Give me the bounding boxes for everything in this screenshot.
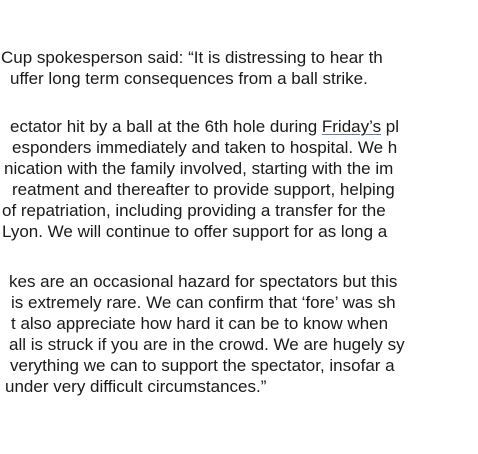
text-segment: ectator hit by a ball at the 6th hole during [10, 117, 322, 136]
text-line: of repatriation, including providing a transfer for the [2, 201, 386, 220]
paragraph-spokesperson-intro [0, 47, 478, 89]
text-line: t also appreciate how hard it can be to know when [11, 314, 389, 333]
text-segment: pl [381, 117, 400, 136]
text-line: Lyon. We will continue to offer support for as long a [2, 222, 388, 241]
text-line: under very difficult circumstances.” [5, 377, 267, 396]
text-line: uffer long term consequences from a ball strike. [10, 69, 368, 88]
text-line: verything we can to support the spectator, insofar a [10, 356, 395, 375]
spellcheck-underlined-word: Friday’s [321, 117, 382, 136]
text-line: reatment and thereafter to provide support, helping [12, 180, 395, 199]
text-line: is extremely rare. We can confirm that ‘fore’ was sh [11, 293, 396, 312]
text-line: Cup spokesperson said: “It is distressing to hear th [1, 48, 383, 67]
text-line: all is struck if you are in the crowd. We are hugely sy [9, 335, 405, 354]
paragraph-ball-strikes [0, 271, 478, 397]
text-line: nication with the family involved, starting with the im [4, 159, 394, 178]
text-line [0, 116, 478, 137]
text-line: kes are an occasional hazard for spectators but this [9, 272, 398, 291]
text-line: esponders immediately and taken to hospital. We h [12, 138, 398, 157]
paragraph-spectator-hit [0, 116, 478, 242]
